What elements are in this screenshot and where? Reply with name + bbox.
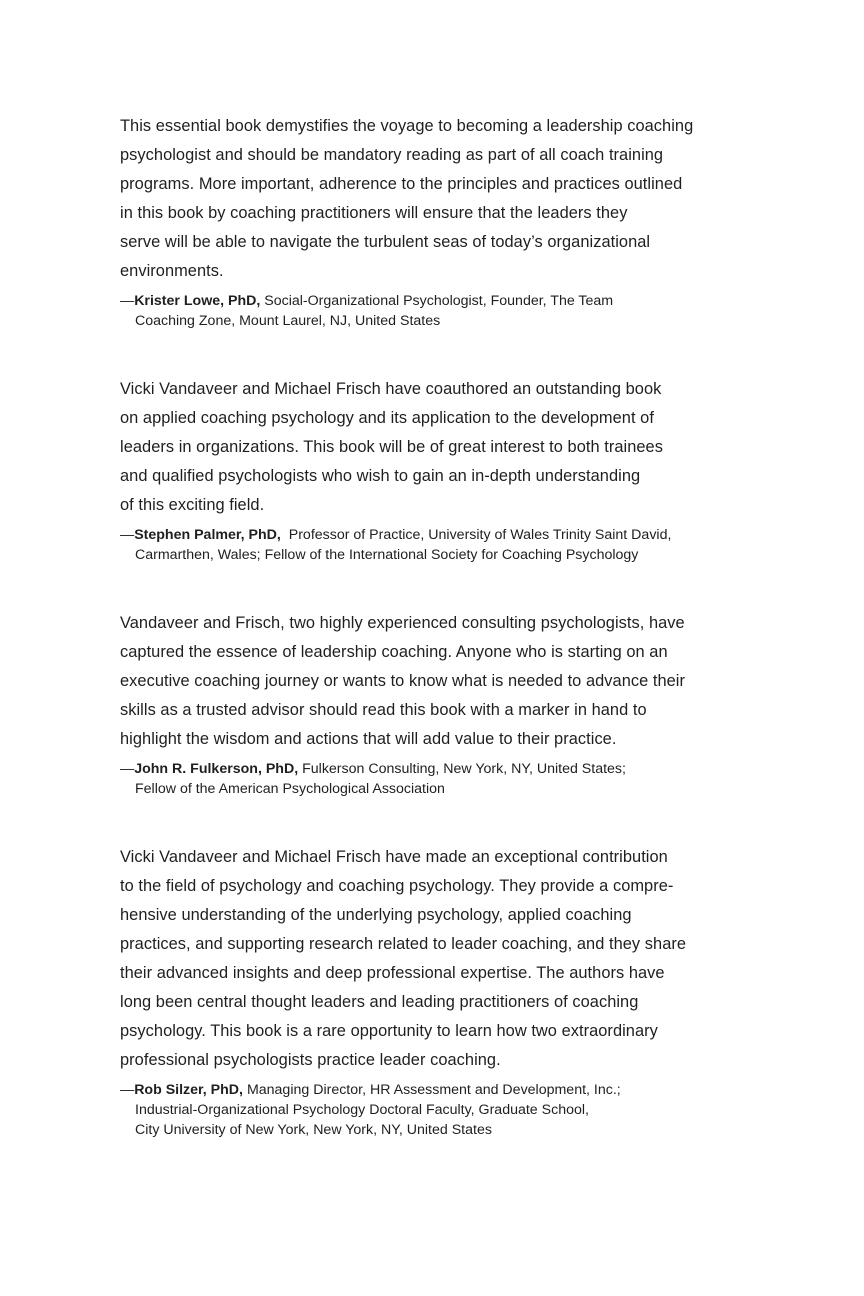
quote-line: executive coaching journey or wants to know what is needed to advance their bbox=[120, 672, 686, 690]
endorsements-page bbox=[120, 112, 760, 1184]
attribution-line: Fellow of the American Psychological Association bbox=[135, 781, 445, 797]
quote-line: to the field of psychology and coaching psychology. They provide a compre- bbox=[120, 877, 674, 895]
endorser-name: Stephen Palmer, PhD, bbox=[134, 527, 281, 543]
quote-line: on applied coaching psychology and its application to the development of bbox=[120, 409, 654, 427]
attribution-line bbox=[120, 759, 760, 779]
quote-line: long been central thought leaders and leading practitioners of coaching bbox=[120, 993, 639, 1011]
endorsement-attribution bbox=[120, 525, 760, 565]
attribution-line: City University of New York, New York, NY, United States bbox=[135, 1122, 492, 1138]
endorsement bbox=[120, 112, 760, 331]
attribution-line bbox=[120, 1080, 760, 1100]
quote-line: This essential book demystifies the voyage to becoming a leadership coaching bbox=[120, 117, 694, 135]
quote-line: environments. bbox=[120, 262, 224, 280]
em-dash: — bbox=[120, 293, 135, 309]
em-dash: — bbox=[120, 1082, 135, 1098]
quote-line: Vicki Vandaveer and Michael Frisch have coauthored an outstanding book bbox=[120, 380, 662, 398]
endorsement-attribution bbox=[120, 291, 760, 331]
quote-line: of this exciting field. bbox=[120, 496, 265, 514]
endorser-affiliation: Social-Organizational Psychologist, Founder, The Team bbox=[264, 293, 614, 309]
quote-line: practices, and supporting research related to leader coaching, and they share bbox=[120, 935, 687, 953]
endorsement bbox=[120, 843, 760, 1140]
endorsement-quote bbox=[120, 375, 760, 520]
endorsement-quote bbox=[120, 609, 760, 754]
quote-line: Vandaveer and Frisch, two highly experienced consulting psychologists, have bbox=[120, 614, 685, 632]
endorser-affiliation: Fulkerson Consulting, New York, NY, United States; bbox=[302, 761, 626, 777]
endorsement-quote bbox=[120, 112, 760, 286]
endorser-name: Krister Lowe, PhD, bbox=[134, 293, 261, 309]
quote-line: in this book by coaching practitioners will ensure that the leaders they bbox=[120, 204, 628, 222]
quote-line: psychology. This book is a rare opportunity to learn how two extraordinary bbox=[120, 1022, 658, 1040]
attribution-line: Industrial-Organizational Psychology Doctoral Faculty, Graduate School, bbox=[135, 1102, 589, 1118]
endorser-name: Rob Silzer, PhD, bbox=[134, 1082, 243, 1098]
quote-line: their advanced insights and deep professional expertise. The authors have bbox=[120, 964, 665, 982]
em-dash: — bbox=[120, 527, 135, 543]
endorsement-attribution bbox=[120, 759, 760, 799]
em-dash: — bbox=[120, 761, 135, 777]
quote-line: hensive understanding of the underlying psychology, applied coaching bbox=[120, 906, 632, 924]
endorser-affiliation: Professor of Practice, University of Wales Trinity Saint David, bbox=[284, 527, 672, 543]
quote-line: skills as a trusted advisor should read this book with a marker in hand to bbox=[120, 701, 647, 719]
attribution-line bbox=[120, 291, 760, 311]
attribution-line: Coaching Zone, Mount Laurel, NJ, United States bbox=[135, 313, 441, 329]
endorser-name: John R. Fulkerson, PhD, bbox=[134, 761, 299, 777]
quote-line: psychologist and should be mandatory reading as part of all coach training bbox=[120, 146, 664, 164]
endorsement bbox=[120, 375, 760, 565]
quote-line: serve will be able to navigate the turbulent seas of today’s organizational bbox=[120, 233, 651, 251]
attribution-line: Carmarthen, Wales; Fellow of the International Society for Coaching Psychology bbox=[135, 547, 639, 563]
quote-line: programs. More important, adherence to the principles and practices outlined bbox=[120, 175, 683, 193]
quote-line: professional psychologists practice leader coaching. bbox=[120, 1051, 501, 1069]
quote-line: Vicki Vandaveer and Michael Frisch have made an exceptional contribution bbox=[120, 848, 668, 866]
endorser-affiliation: Managing Director, HR Assessment and Development, Inc.; bbox=[246, 1082, 621, 1098]
endorsement-quote bbox=[120, 843, 760, 1075]
endorsement bbox=[120, 609, 760, 799]
quote-line: and qualified psychologists who wish to gain an in-depth understanding bbox=[120, 467, 641, 485]
quote-line: captured the essence of leadership coaching. Anyone who is starting on an bbox=[120, 643, 668, 661]
quote-line: leaders in organizations. This book will be of great interest to both trainees bbox=[120, 438, 663, 456]
quote-line: highlight the wisdom and actions that will add value to their practice. bbox=[120, 730, 617, 748]
attribution-line bbox=[120, 525, 760, 545]
endorsement-attribution bbox=[120, 1080, 760, 1140]
